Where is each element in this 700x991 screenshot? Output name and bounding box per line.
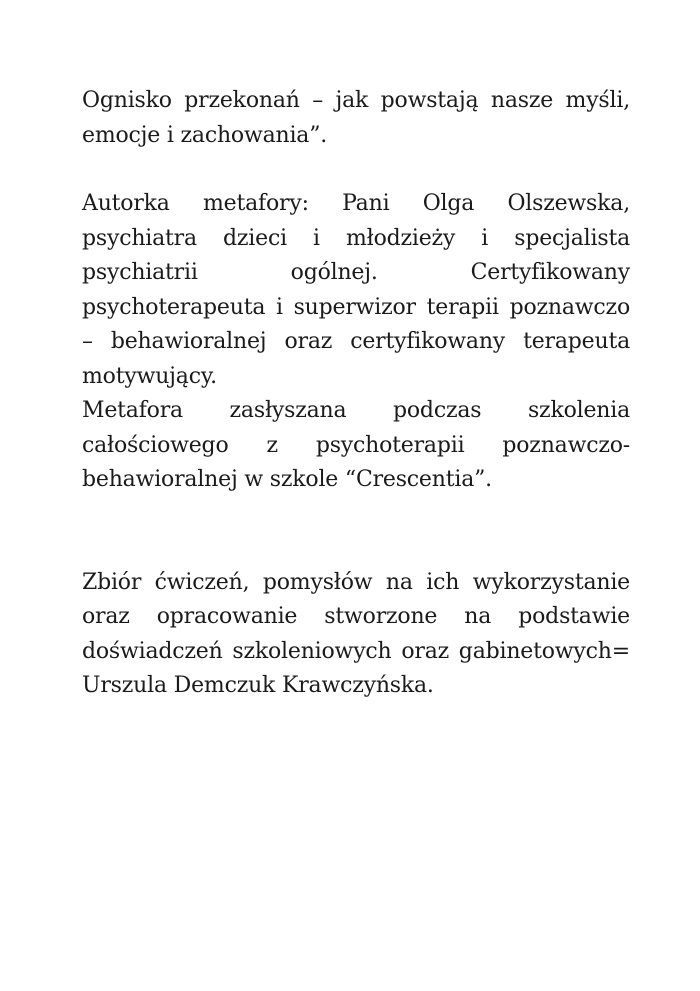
source-paragraph: Metafora zasłyszana podczas szkolenia całościowego z psychoterapii poznawczo-behawioralnej w szkole “Crescentia”. [82, 398, 630, 492]
spacer [82, 498, 630, 566]
author-paragraph: Autorka metafory: Pani Olga Olszewska, psychiatra dzieci i młodzieży i specjalista psychiatrii ogólnej. Certyfikowany psychoterapeuta i superwizor terapii poznawczo – behawioralnej oraz certyfikowany terapeuta motywujący. [82, 191, 630, 389]
title-paragraph: Ognisko przekonań – jak powstają nasze myśli, emocje i zachowania”. [82, 88, 630, 148]
document-page [82, 84, 630, 704]
spacer [82, 153, 630, 187]
credits-paragraph: Zbiór ćwiczeń, pomysłów na ich wykorzystanie oraz opracowanie stworzone na podstawie doświadczeń szkoleniowych oraz gabinetowych= Urszula Demczuk Krawczyńska. [82, 569, 630, 698]
